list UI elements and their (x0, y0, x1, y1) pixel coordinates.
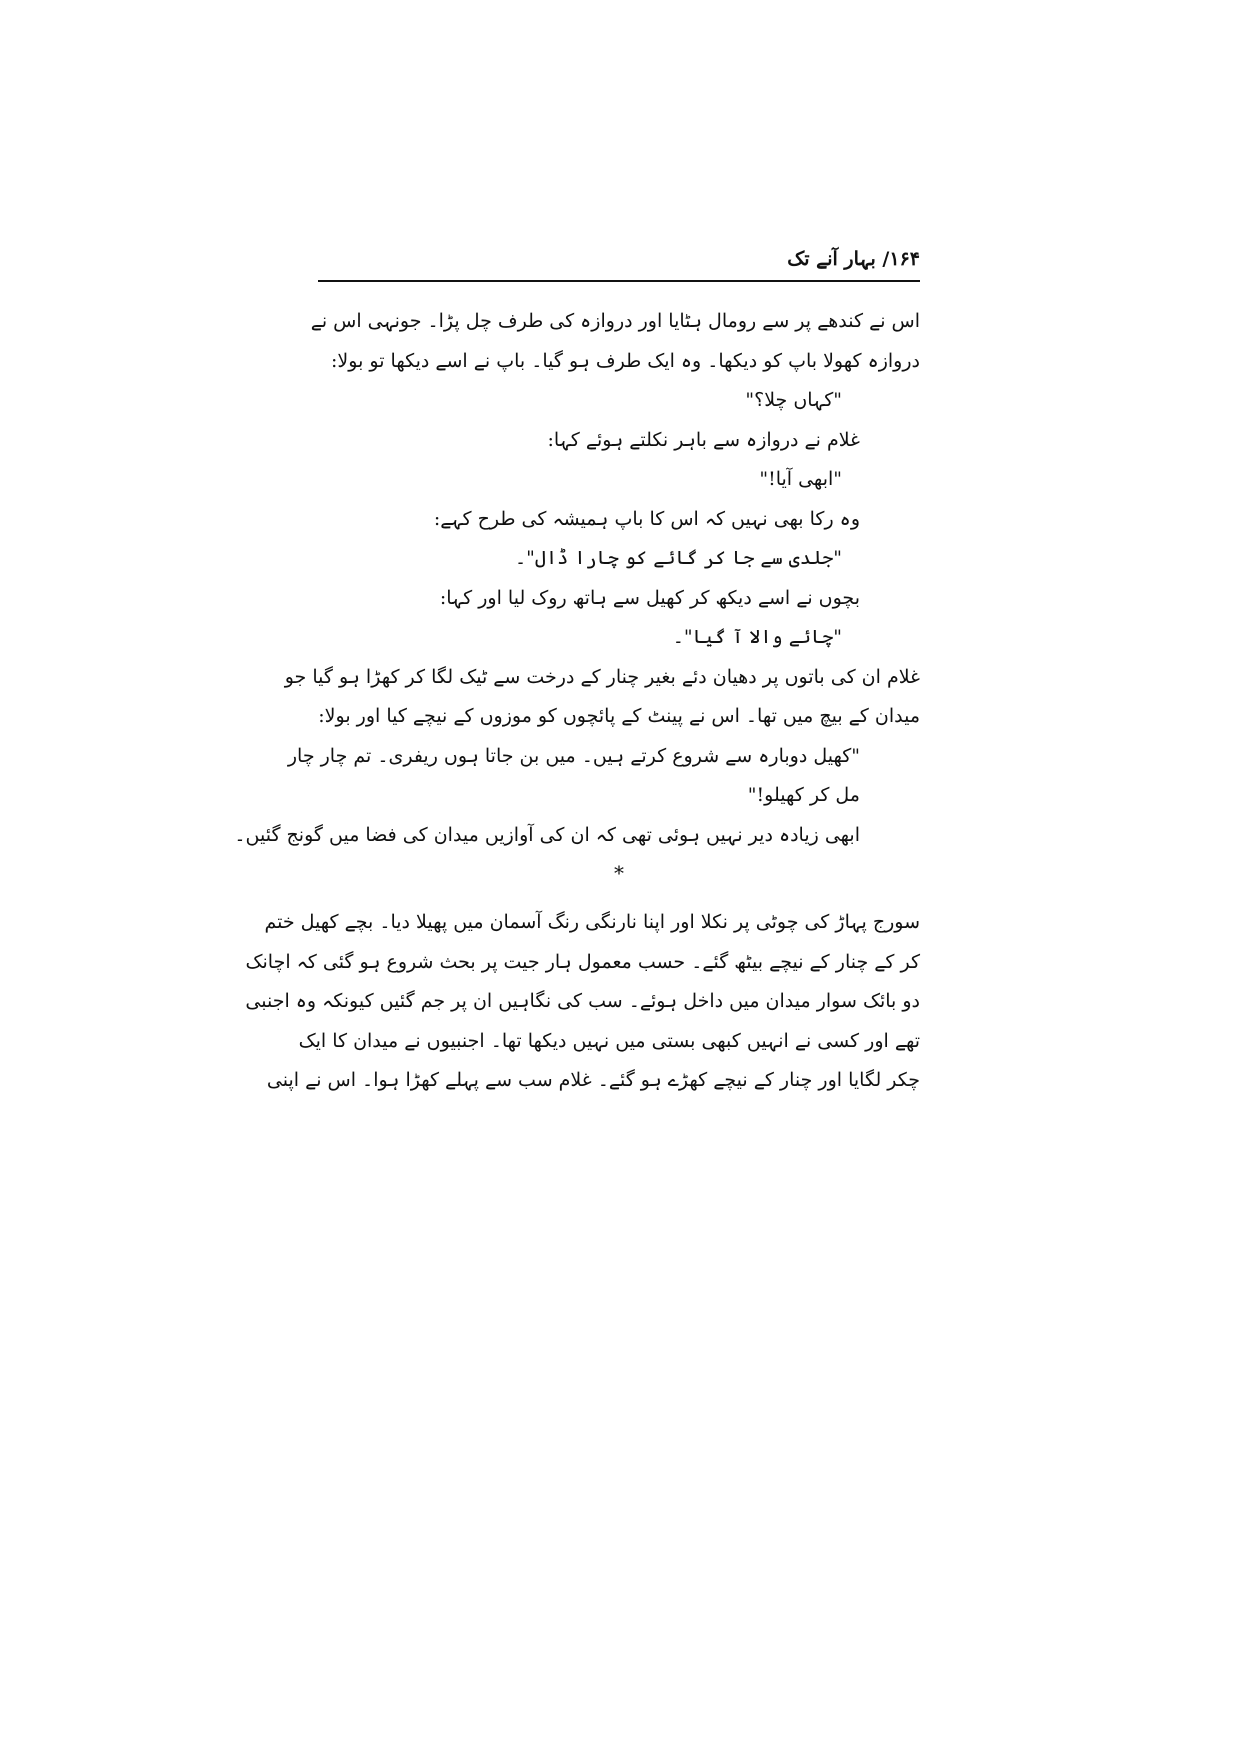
dialogue-line: "جلدی سے جا کر گائے کو چارا ڈال"۔ (515, 547, 842, 569)
dialogue-line: "کہاں چلا؟" (745, 389, 842, 411)
text-line: تھے اور کسی نے انہیں کبھی بستی میں نہیں دیکھا تھا۔ اجنبیوں نے میدان کا ایک (298, 1029, 920, 1052)
text-line: کر کے چنار کے نیچے بیٹھ گئے۔ حسب معمول ہار جیت پر بحث شروع ہو گئی کہ اچانک (245, 950, 920, 973)
running-header: ۱۶۴/ بہار آنے تک (787, 248, 920, 270)
page-body (234, 302, 920, 1101)
text-line: دروازہ کھولا باپ کو دیکھا۔ وہ ایک طرف ہو گیا۔ باپ نے اسے دیکھا تو بولا: (331, 349, 920, 372)
text-line: غلام ان کی باتوں پر دھیان دئے بغیر چنار کے درخت سے ٹیک لگا کر کھڑا ہو گیا جو (284, 665, 920, 688)
section-gap (318, 891, 920, 903)
text-line: وہ رکا بھی نہیں کہ اس کا باپ ہمیشہ کی طرح کہے: (433, 507, 860, 530)
text-line: دو بائک سوار میدان میں داخل ہوئے۔ سب کی نگاہیں ان پر جم گئیں کیونکہ وہ اجنبی (245, 990, 920, 1012)
text-line: میدان کے بیچ میں تھا۔ اس نے پینٹ کے پائچوں کو موزوں کے نیچے کیا اور بولا: (318, 705, 920, 727)
text-line: ابھی زیادہ دیر نہیں ہوئی تھی کہ ان کی آوازیں میدان کی فضا میں گونج گئیں۔ (234, 823, 860, 846)
text-line: چکر لگایا اور چنار کے نیچے کھڑے ہو گئے۔ غلام سب سے پہلے کھڑا ہوا۔ اس نے اپنی (266, 1069, 920, 1091)
dialogue-line: "چائے والا آ گیا"۔ (672, 626, 842, 648)
header-rule (318, 280, 920, 282)
text-line: غلام نے دروازہ سے باہر نکلتے ہوئے کہا: (547, 428, 860, 451)
dialogue-line: "کھیل دوبارہ سے شروع کرتے ہیں۔ میں بن جاتا ہوں ریفری۔ تم چار چار (287, 744, 860, 767)
text-line: اس نے کندھے پر سے رومال ہٹایا اور دروازہ کی طرف چل پڑا۔ جونہی اس نے (310, 310, 920, 332)
dialogue-line: مل کر کھیلو!" (747, 784, 860, 806)
text-line: بچوں نے اسے دیکھ کر کھیل سے ہاتھ روک لیا اور کہا: (439, 586, 860, 609)
text-line: سورج پہاڑ کی چوٹی پر نکلا اور اپنا نارنگی رنگ آسمان میں پھیلا دیا۔ بچے کھیل ختم (264, 911, 920, 933)
section-separator: * (614, 861, 624, 885)
dialogue-line: "ابھی آیا!" (759, 468, 842, 490)
